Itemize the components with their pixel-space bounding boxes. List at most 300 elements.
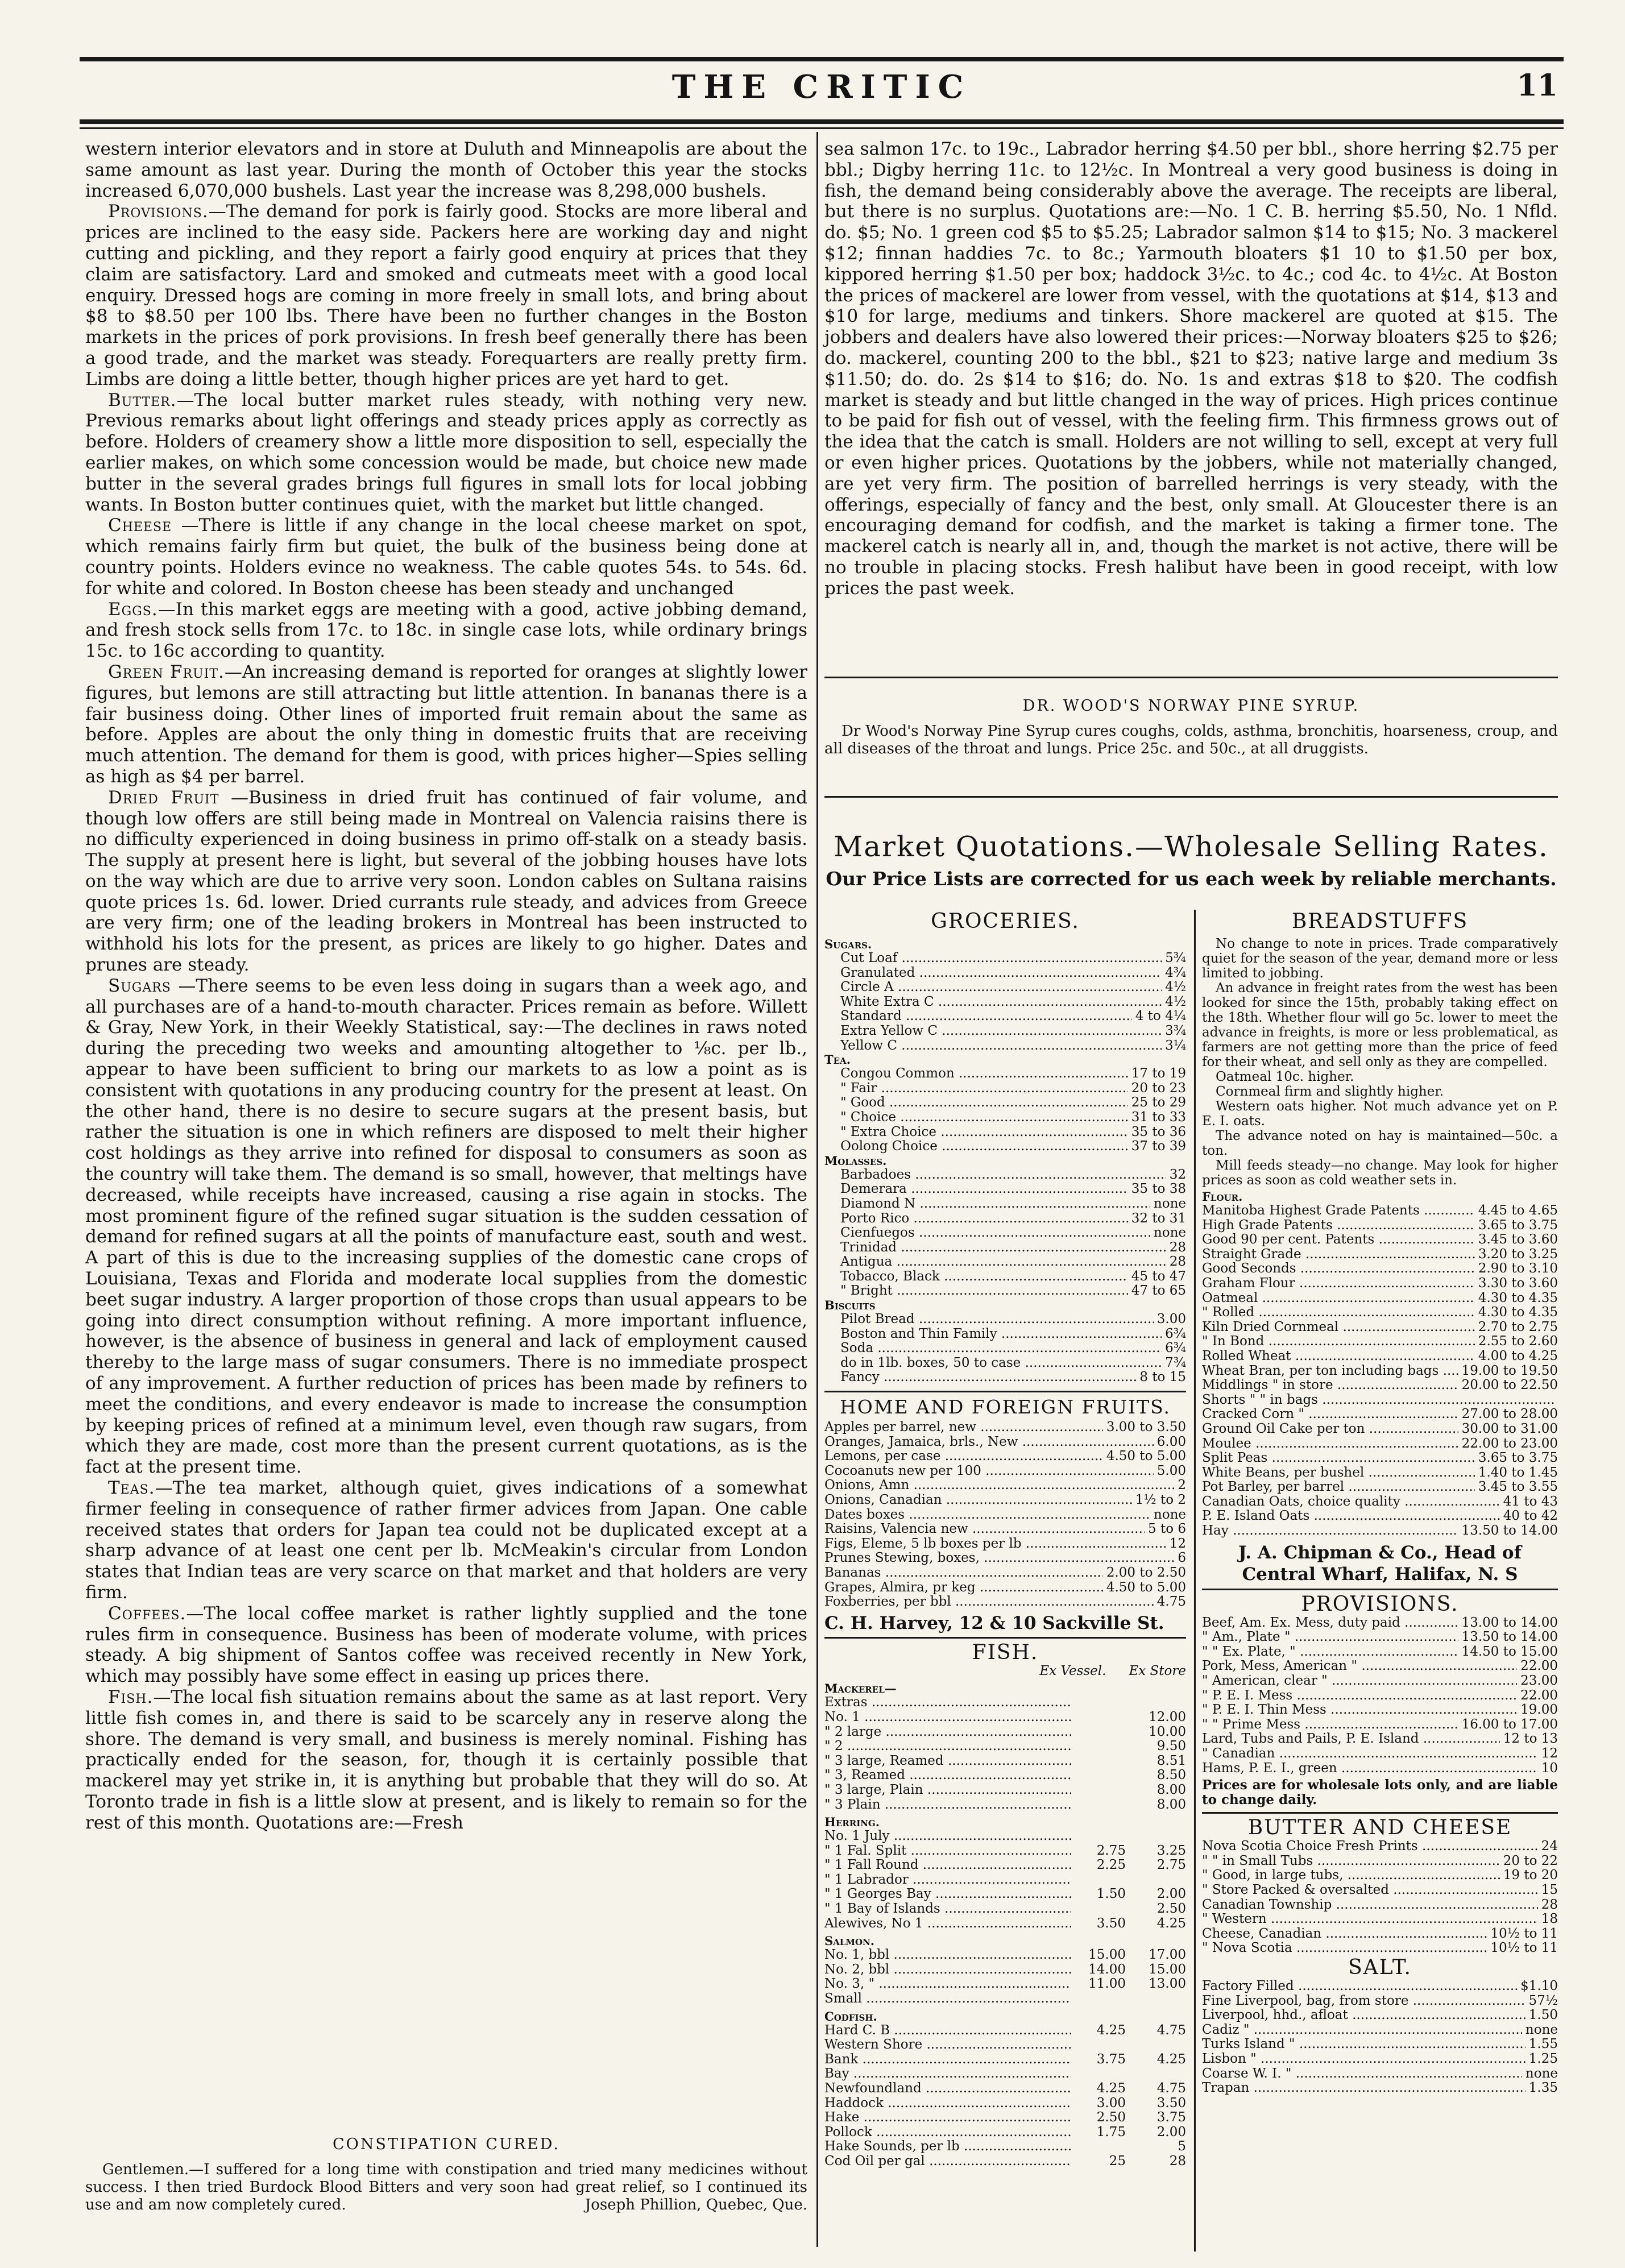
butter-rule bbox=[1202, 1812, 1558, 1814]
item-name: Prunes Stewing, boxes, ..... bbox=[824, 1551, 1174, 1566]
item-price: 20 to 22 bbox=[1503, 1853, 1558, 1868]
item-price: 13.50 to 14.00 bbox=[1461, 1630, 1558, 1645]
price-row bbox=[824, 1493, 1186, 1508]
item-price: 10½ to 11 bbox=[1490, 1941, 1558, 1956]
item-price: 47 to 65 bbox=[1131, 1283, 1186, 1299]
price-row bbox=[824, 1370, 1186, 1385]
price-row bbox=[1202, 1291, 1558, 1306]
ex-store-price: 12.00 bbox=[1149, 1709, 1186, 1724]
price-row bbox=[824, 1566, 1186, 1581]
paragraph-heading: Provisions. bbox=[108, 201, 209, 222]
paragraph-heading: Eggs. bbox=[108, 599, 158, 620]
fish-report-continued: sea salmon 17c. to 19c., Labrador herring $4.50 per bbl., shore herring $2.75 per bbl.; Digby herring 11c. to 12½c. In Montreal a very good business is doing in fish, the demand being considerably above the average. The receipts are liberal, but there is no surplus. Quotations are:—No. 1 C. B. herring $5.50, No. 1 Nfld. do. $5; No. 1 green cod $5 to $5.25; Labrador salmon $14 to $15; No. 3 mackerel $12; finnan haddies 7c. to 8c.; Yarmouth bloaters $1 10 to $1.50 per box, kippored herring $1.50 per box; haddock 3½c. to 4c.; cod 4c. to 4½c. At Boston the prices of mackerel are lower from vessel, with the quotations at $14, $13 and $10 for large, mediums and tinkers. Shore mackerel are quoted at $15. The jobbers and dealers have also lowered their prices:—Norway bloaters $25 to $26; do. mackerel, counting 200 to the bbl., $21 to $23; native large and medium 3s $11.50; do. do. 2s $14 to $16; do. No. 1s and extras $18 to $20. The codfish market is steady and but little changed in the way of prices. High prices continue to be paid for fish out of vessel, with the feeling firm. This firmness grows out of the idea that the catch is small. Holders are not willing to sell, except at very full or even higher prices. Quotations by the jobbers, while not materially changed, are yet very firm. The position of barrelled herrings is very steady, with the offerings, especially of fancy and the best, only small. At Gloucester there is an encouraging demand for codfish, and the market is taking a firmer tone. The mackerel catch is nearly all in, and, though the market is not active, there will be no trouble in placing stocks. Fresh halibut have been in good receipt, with low prices the past week. bbox=[824, 139, 1558, 599]
price-row bbox=[1202, 1718, 1558, 1732]
item-price bbox=[1554, 1393, 1558, 1408]
top-rule bbox=[80, 57, 1564, 61]
market-note: Mill feeds steady—no change. May look for higher prices as soon as cold weather sets in. bbox=[1202, 1158, 1558, 1188]
item-price: 4½ bbox=[1165, 980, 1186, 995]
price-row bbox=[824, 1595, 1186, 1610]
item-price: 19.00 bbox=[1520, 1702, 1558, 1718]
item-name: Turks Island " ..... bbox=[1202, 2037, 1525, 2052]
item-price: 3¼ bbox=[1165, 1038, 1186, 1053]
price-row bbox=[1202, 1247, 1558, 1262]
ex-vessel-price: 4.25 bbox=[1096, 2081, 1126, 2096]
syrup-rule-bottom bbox=[824, 796, 1558, 798]
price-row bbox=[1202, 1979, 1558, 1994]
item-name: " P. E. I. Mess ..... bbox=[1202, 1689, 1517, 1703]
item-name: " 1 Labrador ..... bbox=[824, 1873, 1071, 1888]
paragraph-heading: Coffees. bbox=[108, 1603, 186, 1624]
salt-title: SALT. bbox=[1348, 1955, 1412, 1979]
ex-store-price: 8.50 bbox=[1156, 1768, 1186, 1783]
item-name: Pork, Mess, American " ..... bbox=[1202, 1659, 1517, 1674]
market-title: Market Quotations.—Wholesale Selling Rates. bbox=[834, 830, 1549, 863]
masthead-rule-thin bbox=[80, 127, 1564, 129]
ex-store-price: 9.50 bbox=[1156, 1739, 1186, 1754]
item-name: Figs, Eleme, 5 lb boxes per lb ..... bbox=[824, 1537, 1166, 1552]
price-row bbox=[1202, 2037, 1558, 2052]
item-price: none bbox=[1153, 1507, 1186, 1522]
price-row bbox=[824, 1829, 1186, 1844]
item-name: Extra Yellow C ..... bbox=[840, 1024, 1162, 1039]
price-row bbox=[1202, 1839, 1558, 1854]
paragraph-heading: Sugars bbox=[108, 975, 171, 996]
item-price: 20.00 to 22.50 bbox=[1461, 1378, 1558, 1393]
price-row bbox=[1202, 1689, 1558, 1703]
ex-store-price: 3.75 bbox=[1156, 2110, 1186, 2125]
item-name: Boston and Thin Family ..... bbox=[840, 1327, 1162, 1342]
ex-vessel-price: 2.50 bbox=[1096, 2110, 1126, 2125]
item-price: 12 bbox=[1541, 1746, 1558, 1761]
article-paragraph bbox=[85, 139, 807, 201]
constipation-title: CONSTIPATION CURED. bbox=[332, 2136, 561, 2153]
ex-store-price bbox=[1126, 2038, 1186, 2053]
item-name: Split Peas ..... bbox=[1202, 1451, 1475, 1466]
price-row bbox=[1202, 1898, 1558, 1913]
syrup-ad bbox=[824, 682, 1558, 758]
item-name: Cadiz " ..... bbox=[1202, 2023, 1522, 2038]
item-price: 14.50 to 15.00 bbox=[1461, 1644, 1558, 1659]
paragraph-text: —There seems to be even less doing in sugars than a week ago, and all purchases are of a hand-to-mouth character. Prices remain as before. Willett & Gray, New York, in their Weekly Statistical, say:—The declines in raws noted during the preceding two weeks and amounting altogether to ⅛c. per lb., appear to have been sufficient to bring our markets to as low a point as is consistent with quotations in any producing country for the present at least. On the other hand, there is no desire to secure sugars at the present basis, but rather the situation is one in which refiners are disposed to melt their higher cost holdings as they arrive into refined for disposal to consumers as soon as the country will take them. The demand is so small, however, that meltings have decreased, while receipts have increased, causing a rise again in stocks. The most prominent figure of the refined sugar situation is the sudden cessation of demand for refined sugars at all the points of manufacture east, south and west. A part of this is due to the increasing supplies of the domestic cane crops of Louisiana, Texas and Florida and moderate local supplies from the domestic beet sugar industry. A larger proportion of those crops than usual appears to be going into direct consumption without refining. A more important influence, however, is the absence of business in general and lack of employment caused thereby to the large mass of sugar consumers. There is no immediate prospect of any improvement. A further reduction of prices has been made by refiners to meet the conditions, and every endeavor is made to increase the consumption by keeping prices of refined at a minimum level, even though raw sugars, from which they are made, cost more than the present current quotations, as is the fact at the present time. bbox=[85, 975, 807, 1478]
price-row bbox=[824, 1125, 1186, 1140]
ex-store-price: 5 bbox=[1178, 2139, 1186, 2154]
ex-vessel-price bbox=[1071, 1695, 1126, 1710]
item-price: 31 to 33 bbox=[1131, 1109, 1186, 1125]
ex-vessel-price: 3.75 bbox=[1096, 2051, 1126, 2067]
price-row bbox=[824, 1725, 1186, 1740]
ex-vessel-price bbox=[1071, 1902, 1126, 1917]
market-divider bbox=[1194, 910, 1196, 2252]
item-price: 3.65 to 3.75 bbox=[1478, 1217, 1558, 1233]
item-price: none bbox=[1525, 2066, 1558, 2081]
price-row bbox=[824, 1067, 1186, 1081]
item-name: Apples per barrel, new ..... bbox=[824, 1420, 1103, 1435]
price-row bbox=[824, 1270, 1186, 1284]
paragraph-text: —The local butter market rules steady, with nothing very new. Previous remarks about light offerings and steady prices apply as correctly as before. Holders of creamery show a little more disposition to sell, especially the earlier makes, on which some concession would be made, but choice new made butter in the several grades brings full figures in small lots for local jobbing wants. In Boston butter continues quiet, with the market but little changed. bbox=[85, 389, 807, 515]
item-price: none bbox=[1153, 1225, 1186, 1241]
item-price: 3.00 to 3.50 bbox=[1106, 1420, 1186, 1435]
market-left-column bbox=[824, 910, 1186, 2169]
item-name: Pot Barley, per barrel ..... bbox=[1202, 1480, 1475, 1495]
item-price: none bbox=[1525, 2022, 1558, 2037]
item-name: White Extra C ..... bbox=[840, 995, 1162, 1010]
item-price: 19.00 to 19.50 bbox=[1461, 1363, 1558, 1378]
price-row bbox=[824, 1783, 1186, 1798]
item-price: 3.45 to 3.55 bbox=[1478, 1479, 1558, 1495]
item-name: " 3 large, Reamed ..... bbox=[824, 1754, 1071, 1769]
price-row bbox=[1202, 1233, 1558, 1247]
item-price: 7¾ bbox=[1165, 1355, 1186, 1370]
price-row bbox=[824, 1581, 1186, 1595]
item-price: 27.00 to 28.00 bbox=[1461, 1407, 1558, 1422]
item-price: 24 bbox=[1541, 1839, 1558, 1854]
price-row bbox=[824, 1887, 1186, 1902]
category-label: Salmon. bbox=[824, 1934, 875, 1948]
price-row bbox=[824, 1963, 1186, 1977]
paragraph-text: —The local fish situation remains about the same as at last report. Very little fish comes in, and there is said to be scarcely any in reserve along the shore. The demand is very small, and business is merely nominal. Fishing has practically ended for the season, for, though it is certainly possible that mackerel may yet strike in, it is anything but probable that they will do so. At Toronto trade in fish is a little slow at present, and is likely to remain so for the rest of this month. Quotations are:—Fresh bbox=[85, 1686, 807, 1833]
ex-vessel-price: 2.25 bbox=[1096, 1857, 1126, 1873]
ex-vessel-price bbox=[1071, 1992, 1126, 2006]
item-name: Oranges, Jamaica, brls., New ..... bbox=[824, 1435, 1154, 1450]
market-note: Cornmeal firm and slightly higher. bbox=[1216, 1084, 1444, 1099]
item-name: Good Seconds ..... bbox=[1202, 1262, 1475, 1276]
item-price: 18 bbox=[1541, 1912, 1558, 1927]
price-row bbox=[1202, 2081, 1558, 2096]
item-price: 17 to 19 bbox=[1131, 1066, 1186, 1081]
item-price: 16.00 to 17.00 bbox=[1461, 1716, 1558, 1732]
item-price: 28 bbox=[1169, 1254, 1186, 1270]
ex-vessel-price: 3.00 bbox=[1096, 2095, 1126, 2111]
ex-vessel-price bbox=[1071, 1710, 1126, 1725]
item-name: Congou Common ..... bbox=[840, 1067, 1128, 1081]
price-row bbox=[1202, 1883, 1558, 1898]
item-name: Oatmeal ..... bbox=[1202, 1291, 1475, 1306]
item-name: Dates boxes ..... bbox=[824, 1508, 1150, 1523]
item-name: " 1 Bay of Islands ..... bbox=[824, 1902, 1071, 1917]
item-name: Hake ..... bbox=[824, 2111, 1071, 2125]
item-price: 10½ to 11 bbox=[1490, 1926, 1558, 1941]
ex-store-price: 8.00 bbox=[1156, 1797, 1186, 1812]
article-paragraph bbox=[85, 1478, 807, 1603]
item-name: Standard ..... bbox=[840, 1009, 1132, 1024]
ex-store-price: 4.25 bbox=[1156, 1915, 1186, 1931]
item-name: Raisins, Valencia new ..... bbox=[824, 1522, 1145, 1537]
price-row bbox=[824, 980, 1186, 995]
ex-store-price: 10.00 bbox=[1149, 1724, 1186, 1739]
fish-title: FISH. bbox=[972, 1640, 1039, 1664]
article-paragraph bbox=[85, 787, 807, 976]
paragraph-text: —The demand for pork is fairly good. Stocks are more liberal and prices are inclined to the easy side. Packers here are working day and night cutting and pickling, and they report a fairly good enquiry at prices that they claim are satisfactory. Lard and smoked and cutmeats meet with a good local enquiry. Dressed hogs are coming in more freely in small lots, and bring about $8 to $8.50 per 100 lbs. There have been no further changes in the Boston markets in the prices of pork provisions. In fresh beef generally there has been a good trade, and the market was steady. Forequarters are really pretty firm. Limbs are doing a little better, though higher prices are yet hard to get. bbox=[85, 201, 807, 389]
price-row bbox=[1202, 1509, 1558, 1524]
item-name: Foxberries, per bbl ..... bbox=[824, 1595, 1154, 1610]
item-price: 1.25 bbox=[1528, 2051, 1558, 2066]
market-note: Oatmeal 10c. higher. bbox=[1216, 1069, 1354, 1084]
item-name: Beef, Am. Ex. Mess, duty paid ..... bbox=[1202, 1616, 1458, 1631]
ex-vessel-header: Ex Vessel. bbox=[1039, 1663, 1106, 1678]
price-row bbox=[1202, 1630, 1558, 1645]
price-row bbox=[824, 1710, 1186, 1725]
paragraph-text: —There is little if any change in the local cheese market on spot, which remains fairly firm but quiet, the bulk of the business being done at country points. Holders evince no weakness. The cable quotes 54s. to 54s. 6d. for white and colored. In Boston cheese has been steady and unchanged bbox=[85, 515, 807, 599]
newspaper-title: THE CRITIC bbox=[671, 68, 972, 106]
ex-vessel-price: 11.00 bbox=[1088, 1976, 1126, 1992]
paragraph-heading: Teas. bbox=[108, 1478, 155, 1498]
item-name: Cut Loaf ..... bbox=[840, 951, 1162, 966]
item-name: Pilot Bread ..... bbox=[840, 1312, 1154, 1327]
price-row bbox=[824, 1226, 1186, 1241]
ex-vessel-price bbox=[1071, 1798, 1126, 1813]
price-row bbox=[1202, 1732, 1558, 1747]
ex-store-price bbox=[1126, 1695, 1186, 1710]
category-label: Biscuits bbox=[824, 1298, 876, 1313]
price-row bbox=[824, 1024, 1186, 1039]
price-row bbox=[824, 1873, 1186, 1888]
left-column bbox=[85, 139, 807, 1834]
item-name: Fancy ..... bbox=[840, 1370, 1136, 1385]
item-name: Bay ..... bbox=[824, 2067, 1071, 2082]
item-name: " Western ..... bbox=[1202, 1912, 1538, 1927]
item-name: Grapes, Almira, pr keg ..... bbox=[824, 1581, 1103, 1595]
item-name: Cheese, Canadian ..... bbox=[1202, 1927, 1487, 1942]
price-row bbox=[824, 1197, 1186, 1212]
item-name: Demerara ..... bbox=[840, 1182, 1128, 1197]
breadstuffs-title: BREADSTUFFS bbox=[1291, 910, 1469, 933]
item-name: P. E. Island Oats ..... bbox=[1202, 1509, 1500, 1524]
price-row bbox=[1202, 1422, 1558, 1437]
price-row bbox=[824, 1139, 1186, 1154]
syrup-rule-top bbox=[824, 677, 1558, 678]
item-name: Hake Sounds, per lb ..... bbox=[824, 2140, 1071, 2154]
price-row bbox=[1202, 1747, 1558, 1761]
ex-store-price: 15.00 bbox=[1149, 1962, 1186, 1977]
ex-vessel-price: 14.00 bbox=[1088, 1962, 1126, 1977]
ex-vessel-price bbox=[1071, 2038, 1126, 2053]
item-price: 22.00 bbox=[1520, 1658, 1558, 1674]
item-price: 32 to 31 bbox=[1131, 1210, 1186, 1226]
ex-store-price: 4.75 bbox=[1156, 2081, 1186, 2096]
ex-vessel-price: 1.50 bbox=[1096, 1886, 1126, 1902]
item-name: " In Bond ..... bbox=[1202, 1334, 1475, 1349]
price-row bbox=[824, 1977, 1186, 1992]
price-row bbox=[1202, 1364, 1558, 1379]
item-price: 3.30 to 3.60 bbox=[1478, 1275, 1558, 1291]
item-name: " Fair ..... bbox=[840, 1081, 1128, 1096]
item-name: " " Ex. Plate, " ..... bbox=[1202, 1645, 1458, 1660]
price-row bbox=[824, 2125, 1186, 2140]
item-price: 12 bbox=[1169, 1536, 1186, 1551]
category-label: Codfish. bbox=[824, 2009, 877, 2024]
item-name: No. 3, " ..... bbox=[824, 1977, 1071, 1992]
ex-store-price: 4.25 bbox=[1156, 2051, 1186, 2067]
item-name: Soda ..... bbox=[840, 1341, 1162, 1356]
ex-vessel-price bbox=[1071, 2140, 1126, 2154]
price-row bbox=[824, 1435, 1186, 1450]
paragraph-text: —Business in dried fruit has continued of fair volume, and though low offers are still being made in Montreal on Valencia raisins there is no difficulty experienced in doing business in primo off-stalk on a steady basis. The supply at present here is light, but several of the jobbing houses have lots on the way which are due to arrive very soon. London cables on Sultana raisins quote prices 1s. 6d. lower. Dried currants rule steady, and advices from Greece are very firm; one of the leading brokers in Montreal has been instructed to withhold his lots for the present, as prices are likely to go higher. Dates and prunes are steady. bbox=[85, 787, 808, 976]
ex-vessel-price bbox=[1071, 1783, 1126, 1798]
price-row bbox=[824, 1255, 1186, 1270]
item-price: 5 to 6 bbox=[1148, 1521, 1186, 1537]
paragraph-heading: Green Fruit. bbox=[108, 661, 225, 682]
item-price: 1.50 bbox=[1528, 2008, 1558, 2023]
item-name: Fine Liverpool, bag, from store ..... bbox=[1202, 1994, 1525, 2009]
item-name: Cracked Corn " ..... bbox=[1202, 1407, 1458, 1422]
market-heading bbox=[824, 830, 1558, 890]
price-row bbox=[824, 1508, 1186, 1523]
paragraph-heading: Dried Fruit bbox=[108, 787, 219, 808]
paragraph-text: —The tea market, although quiet, gives indications of a somewhat firmer feeling in consequence of rather firmer advices from Japan. One cable received states that orders for Japan tea could not be duplicated except at a sharp advance of at least one cent per lb. McMeakin's circular from London states that Indian teas are very scarce on that market and that holders are very firm. bbox=[85, 1478, 807, 1603]
price-row bbox=[824, 1739, 1186, 1754]
item-price: 4 to 4¼ bbox=[1135, 1009, 1186, 1024]
item-price: 1.35 bbox=[1528, 2080, 1558, 2096]
ex-store-price: 3.50 bbox=[1156, 2095, 1186, 2111]
ex-vessel-price bbox=[1071, 1725, 1126, 1740]
fruits-title: HOME AND FOREIGN FRUITS. bbox=[839, 1396, 1171, 1419]
item-name: Factory Filled ..... bbox=[1202, 1979, 1517, 1994]
item-price: 6¾ bbox=[1165, 1326, 1186, 1341]
market-note: An advance in freight rates from the west has been looked for since the 15th, probably taking effect on the 18th. Whether flour will go 5c. lower to meet the advance in freights, is more or less problematical, as farmers are not getting more than the price of feed for their wheat, and sell only as they are compelled. bbox=[1202, 981, 1558, 1069]
ex-store-price: 28 bbox=[1169, 2153, 1186, 2169]
item-name: Liverpool, hhd., afloat ..... bbox=[1202, 2008, 1525, 2023]
item-price: 57½ bbox=[1528, 1993, 1558, 2008]
item-price: 10 bbox=[1541, 1760, 1558, 1776]
item-name: Oolong Choice ..... bbox=[840, 1139, 1128, 1154]
breadstuffs-notes bbox=[1202, 936, 1558, 1188]
item-name: Graham Flour ..... bbox=[1202, 1276, 1475, 1291]
item-name: No. 1 ..... bbox=[824, 1710, 1071, 1725]
item-price: 5.00 bbox=[1156, 1463, 1186, 1478]
item-price: 41 to 43 bbox=[1503, 1494, 1558, 1509]
item-price: 1.55 bbox=[1528, 2037, 1558, 2052]
ex-store-price: 2.00 bbox=[1156, 2124, 1186, 2140]
price-row bbox=[824, 1992, 1186, 2006]
item-name: Extras ..... bbox=[824, 1695, 1071, 1710]
item-name: Manitoba Highest Grade Patents ..... bbox=[1202, 1204, 1475, 1218]
item-name: " Rolled ..... bbox=[1202, 1305, 1475, 1320]
item-name: Ground Oil Cake per ton ..... bbox=[1202, 1422, 1458, 1437]
price-row bbox=[824, 1464, 1186, 1479]
price-row bbox=[824, 1948, 1186, 1963]
groceries-title: GROCERIES. bbox=[931, 910, 1080, 933]
price-row bbox=[1202, 1912, 1558, 1927]
item-name: Trinidad ..... bbox=[840, 1241, 1166, 1255]
item-price: 3.65 to 3.75 bbox=[1478, 1450, 1558, 1466]
ex-vessel-price: 4.25 bbox=[1096, 2022, 1126, 2038]
item-price: 13.00 to 14.00 bbox=[1461, 1615, 1558, 1630]
price-row bbox=[1202, 1218, 1558, 1233]
category-label: Tea. bbox=[824, 1052, 851, 1067]
price-row bbox=[824, 1212, 1186, 1226]
item-price: 2.70 to 2.75 bbox=[1478, 1319, 1558, 1334]
price-row bbox=[1202, 1941, 1558, 1956]
price-row bbox=[824, 1110, 1186, 1125]
item-name: No. 2, bbl ..... bbox=[824, 1963, 1071, 1977]
price-row bbox=[1202, 1334, 1558, 1349]
ex-vessel-price bbox=[1071, 1754, 1126, 1769]
item-name: " 3 Plain ..... bbox=[824, 1798, 1071, 1813]
category-label: Flour. bbox=[1202, 1189, 1243, 1204]
item-price: 12 to 13 bbox=[1503, 1731, 1558, 1747]
item-name: Barbadoes ..... bbox=[840, 1168, 1166, 1183]
syrup-text: Dr Wood's Norway Pine Syrup cures coughs, colds, asthma, bronchitis, hoarseness, croup, and all diseases of the throat and lungs. Price 25c. and 50c., at all druggists. bbox=[824, 723, 1558, 757]
item-name: " Good ..... bbox=[840, 1096, 1128, 1110]
item-price: 4.30 to 4.35 bbox=[1478, 1290, 1558, 1305]
article-paragraph bbox=[85, 201, 807, 389]
paragraph-text: —An increasing demand is reported for oranges at slightly lower figures, but lemons are still attracting but little attention. In bananas there is a fair business doing. Other lines of imported fruit remain about the same as before. Apples are about the only thing in domestic fruits that are receiving much attention. The demand for them is good, with prices higher—Spies selling as high as $4 per barrel. bbox=[85, 661, 807, 787]
item-price: 40 to 42 bbox=[1503, 1508, 1558, 1524]
item-name: " 3, Reamed ..... bbox=[824, 1768, 1071, 1783]
item-price: 25 to 29 bbox=[1131, 1095, 1186, 1110]
item-name: Nova Scotia Choice Fresh Prints ..... bbox=[1202, 1839, 1538, 1854]
item-name: Bank ..... bbox=[824, 2053, 1071, 2067]
ex-store-price: 17.00 bbox=[1149, 1947, 1186, 1963]
price-row bbox=[824, 1537, 1186, 1552]
item-name: Shorts " " in bags ..... bbox=[1202, 1393, 1554, 1408]
item-price: none bbox=[1153, 1196, 1186, 1211]
item-name: Pollock ..... bbox=[824, 2125, 1071, 2140]
ex-store-price: 2.75 bbox=[1156, 1857, 1186, 1873]
article-paragraph bbox=[85, 599, 807, 662]
page-number: 11 bbox=[1516, 68, 1558, 103]
paragraph-text: western interior elevators and in store at Duluth and Minneapolis are about the same amount as last year. During the month of October this year the stocks increased 6,070,000 bushels. Last year the increase was 8,298,000 bushels. bbox=[85, 139, 807, 201]
price-row bbox=[1202, 1854, 1558, 1869]
price-row bbox=[824, 1449, 1186, 1464]
item-price: 35 to 38 bbox=[1131, 1181, 1186, 1197]
ex-store-price: 8.00 bbox=[1156, 1782, 1186, 1797]
item-price: 32 bbox=[1169, 1167, 1186, 1182]
price-row bbox=[1202, 1393, 1558, 1408]
paragraph-heading: Cheese bbox=[108, 515, 172, 536]
item-price: 3.00 bbox=[1156, 1312, 1186, 1327]
item-price: 13.50 to 14.00 bbox=[1461, 1523, 1558, 1539]
price-row bbox=[824, 1039, 1186, 1054]
price-row bbox=[824, 2111, 1186, 2125]
price-row bbox=[824, 2024, 1186, 2038]
item-price: 3.45 to 3.60 bbox=[1478, 1232, 1558, 1247]
item-name: Western Shore ..... bbox=[824, 2038, 1071, 2053]
ex-vessel-price bbox=[1071, 2067, 1126, 2082]
item-price: 6¾ bbox=[1165, 1341, 1186, 1356]
item-name: White Beans, per bushel ..... bbox=[1202, 1466, 1475, 1481]
price-row bbox=[824, 966, 1186, 981]
item-name: Cienfuegos ..... bbox=[840, 1226, 1150, 1241]
item-name: " " in Small Tubs ..... bbox=[1202, 1854, 1500, 1869]
item-price: 4.50 to 5.00 bbox=[1106, 1449, 1186, 1464]
price-row bbox=[824, 1522, 1186, 1537]
ex-store-price bbox=[1126, 2067, 1186, 2082]
masthead bbox=[80, 68, 1564, 114]
item-name: " Canadian ..... bbox=[1202, 1747, 1538, 1761]
price-row bbox=[824, 1312, 1186, 1327]
category-label: Herring. bbox=[824, 1815, 880, 1830]
price-row bbox=[824, 2154, 1186, 2169]
item-name: Bananas ..... bbox=[824, 1566, 1103, 1581]
item-price: 35 to 36 bbox=[1131, 1124, 1186, 1139]
price-row bbox=[824, 995, 1186, 1010]
price-row bbox=[1202, 1305, 1558, 1320]
ex-store-price bbox=[1126, 1992, 1186, 2006]
price-row bbox=[1202, 1276, 1558, 1291]
item-name: " Nova Scotia ..... bbox=[1202, 1941, 1487, 1956]
price-row bbox=[1202, 1645, 1558, 1660]
ex-vessel-price bbox=[1071, 1829, 1126, 1844]
item-name: Hard C. B ..... bbox=[824, 2024, 1071, 2038]
item-name: Circle A ..... bbox=[840, 980, 1162, 995]
item-price: 4.45 to 4.65 bbox=[1478, 1203, 1558, 1218]
market-note: Western oats higher. Not much advance yet on P. E. I. oats. bbox=[1202, 1099, 1558, 1129]
item-name: Onions, Amn ..... bbox=[824, 1478, 1174, 1493]
item-price: 3.20 to 3.25 bbox=[1478, 1246, 1558, 1262]
article-paragraph bbox=[85, 976, 807, 1478]
item-name: Newfoundland ..... bbox=[824, 2082, 1071, 2096]
